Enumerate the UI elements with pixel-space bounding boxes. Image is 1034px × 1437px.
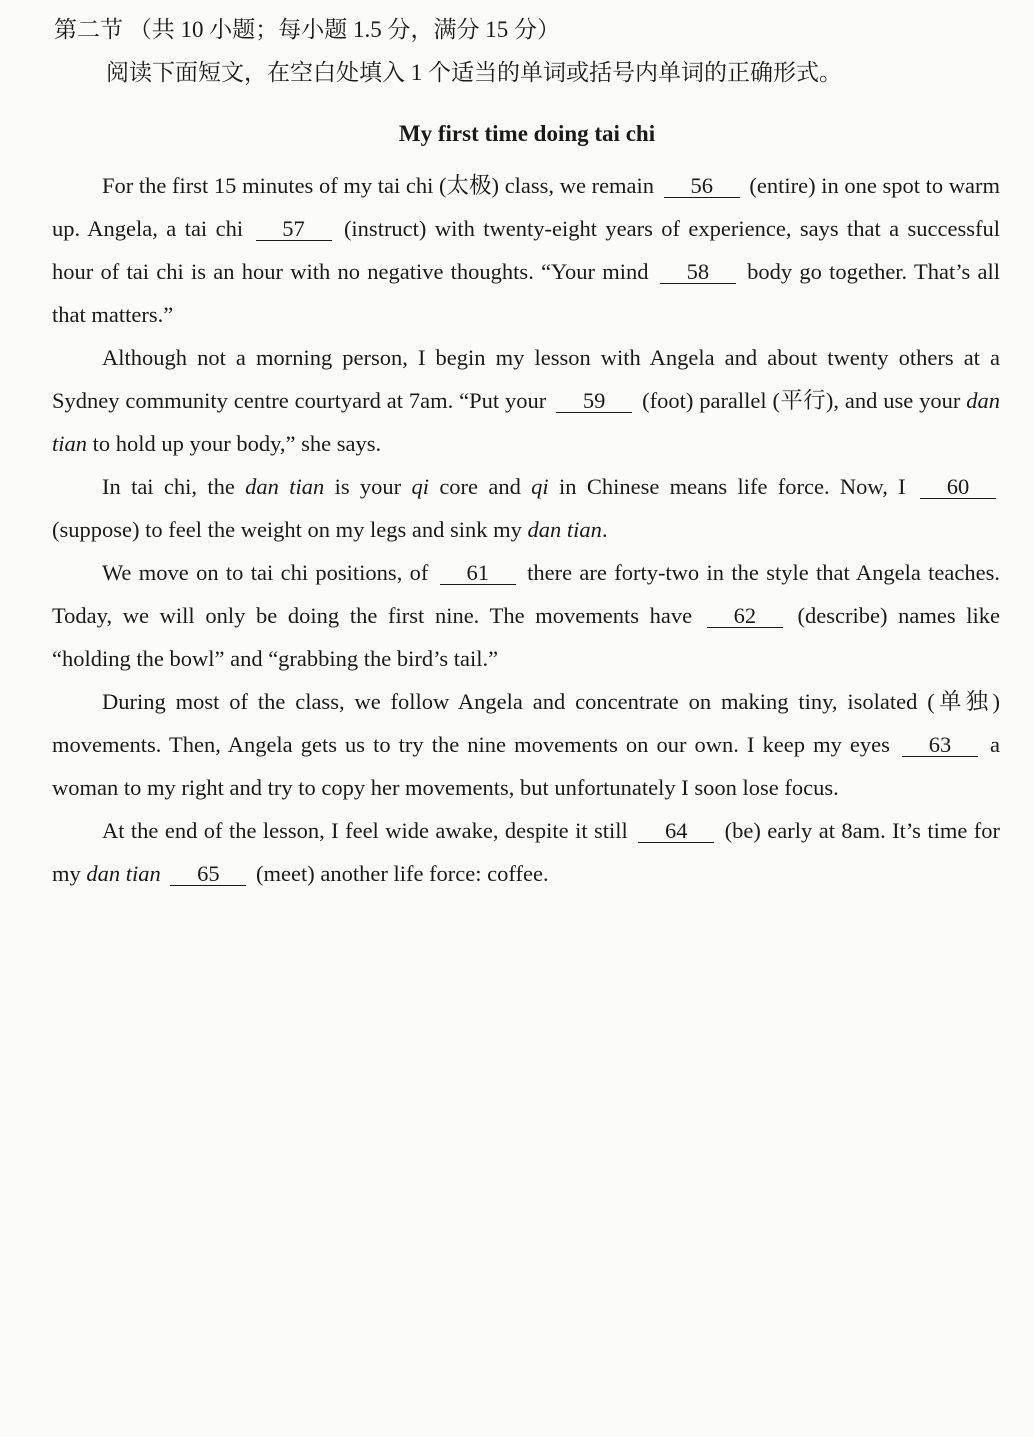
text-run: body go together. That’s all that matters.”: [52, 259, 1001, 327]
blank-61: 61: [440, 562, 516, 585]
section-header: 第二节 （共 10 小题；每小题 1.5 分，满分 15 分）: [54, 17, 560, 42]
blank-65: 65: [170, 863, 246, 886]
blank-63: 63: [902, 734, 978, 757]
passage: [52, 164, 1000, 895]
paragraph-6: [52, 809, 1000, 895]
passage-title: My first time doing tai chi: [398, 121, 656, 146]
text-run: there are forty-two in the style that Angela teaches. Today, we will only be doing the first nine. The movements have: [52, 560, 1001, 628]
text-run: (instruct) with twenty-eight years of experience, says that a successful hour of tai chi is an hour with no negative thoughts. “Your mind: [52, 216, 1001, 284]
text-run: For the first 15 minutes of my tai chi (太极) class, we remain: [102, 173, 655, 198]
text-run: to hold up your body,” she says.: [92, 431, 382, 456]
text-run: (suppose) to feel the weight on my legs and sink my: [52, 517, 522, 542]
text-run: core and: [439, 474, 521, 499]
italic-term: dan tian: [86, 861, 161, 886]
text-run: Although not a morning person, I begin my lesson with Angela and about twenty others at a Sydney community centre courtyard at 7am. “Put your: [52, 345, 1000, 413]
paragraph-5: [52, 680, 1000, 809]
blank-56: 56: [664, 175, 740, 198]
italic-term: dan tian: [527, 517, 602, 542]
text-run: (foot) parallel (平行), and use your: [642, 388, 961, 413]
text-run: At the end of the lesson, I feel wide awake, despite it still: [102, 818, 628, 843]
text-run: We move on to tai chi positions, of: [102, 560, 429, 585]
blank-57: 57: [256, 218, 332, 241]
blank-62: 62: [707, 605, 783, 628]
paragraph-1: [52, 164, 1000, 336]
italic-term: qi: [411, 474, 429, 499]
blank-59: 59: [556, 390, 632, 413]
blank-58: 58: [660, 261, 736, 284]
text-run: (meet) another life force: coffee.: [256, 861, 549, 886]
text-run: a woman to my right and try to copy her movements, but unfortunately I soon lose focus.: [52, 732, 1001, 800]
blank-60: 60: [920, 476, 996, 499]
text-run: .: [601, 517, 608, 542]
paragraph-3: [52, 465, 1000, 551]
text-run: in Chinese means life force. Now, I: [559, 474, 906, 499]
text-run: In tai chi, the: [102, 474, 235, 499]
blank-64: 64: [638, 820, 714, 843]
text-run: (be) early at 8am. It’s time for my: [52, 818, 1001, 886]
text-run: (entire) in one spot to warm up. Angela, a tai chi: [52, 173, 1001, 241]
text-run: is your: [334, 474, 402, 499]
italic-term: dan tian: [245, 474, 325, 499]
paragraph-4: [52, 551, 1000, 680]
instruction-text: 阅读下面短文，在空白处填入 1 个适当的单词或括号内单词的正确形式。: [106, 60, 842, 85]
italic-term: dan tian: [52, 388, 1001, 456]
paragraph-2: [52, 336, 1000, 465]
text-run: During most of the class, we follow Angela and concentrate on making tiny, isolated (单独) movements. Then, Angela gets us to try the nine movements on our own. I keep my eyes: [52, 689, 1000, 757]
italic-term: qi: [531, 474, 549, 499]
text-run: (describe) names like “holding the bowl” and “grabbing the bird’s tail.”: [52, 603, 1001, 671]
